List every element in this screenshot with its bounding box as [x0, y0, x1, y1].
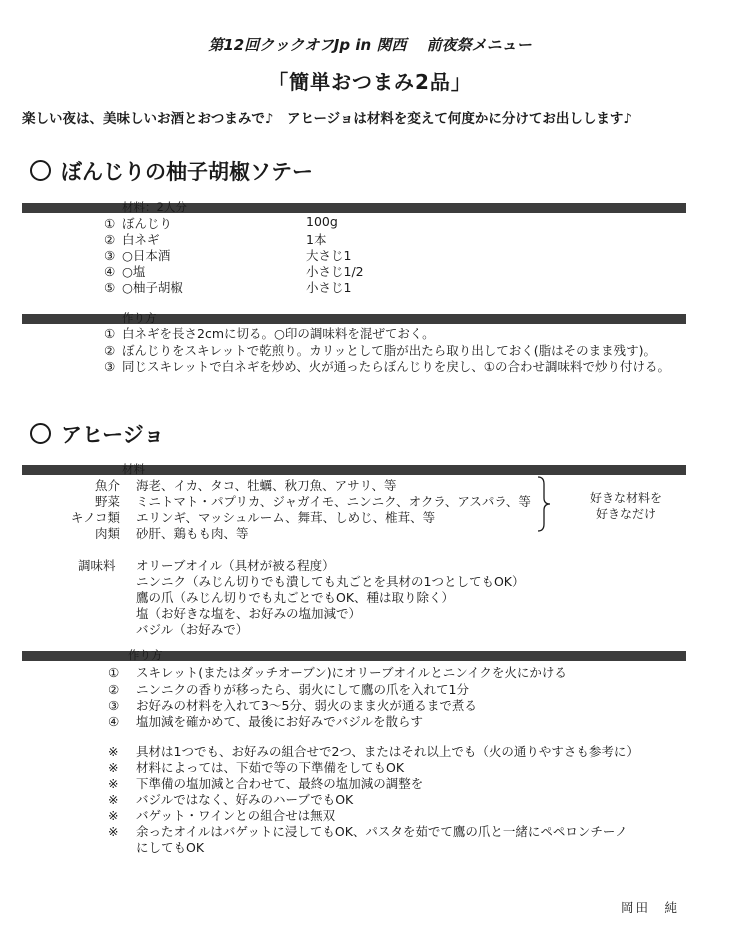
ingredient-row: ② 白ネギ [104, 232, 160, 247]
ingredient-row: ⑤ ○柚子胡椒 [104, 280, 183, 295]
recipe1-ingredients-label: 材料：2人分 [122, 200, 187, 214]
brace-note-line1: 好きな材料を [589, 491, 662, 505]
category-label: 魚介 [94, 478, 120, 493]
recipe1-title: ぼんじりの柚子胡椒ソテー [61, 160, 313, 184]
recipe1-method-label: 作り方 [122, 311, 157, 325]
author-name: 岡田 純 [621, 900, 680, 915]
recipe2-method-bar [22, 651, 686, 661]
note-row: ※ バジルではなく、好みのハーブでもOK [108, 792, 354, 807]
circle-icon [30, 423, 51, 444]
seasoning-item: バジル（お好みで） [136, 622, 249, 637]
step-row: ④ 塩加減を確かめて、最後にお好みでバジルを散らす [108, 714, 423, 729]
seasoning-label: 調味料 [78, 558, 116, 573]
category-items: 砂肝、鶏もも肉、等 [136, 526, 249, 541]
category-items: 海老、イカ、タコ、牡蠣、秋刀魚、アサリ、等 [136, 478, 397, 493]
ingredient-qty: 100g [306, 214, 338, 229]
category-label: 肉類 [94, 526, 120, 541]
seasoning-item: 塩（お好きな塩を、お好みの塩加減で） [136, 606, 362, 621]
category-items: ミニトマト・パプリカ、ジャガイモ、ニンニク、オクラ、アスパラ、等 [136, 494, 531, 509]
step-row: ② ぼんじりをスキレットで乾煎り。カリッとして脂が出たら取り出しておく(脂はそのまま残す)。 [104, 343, 657, 358]
seasoning-item: オリーブオイル（具材が被る程度） [136, 558, 335, 573]
step-row: ③ お好みの材料を入れて3～5分、弱火のまま火が通るまで煮る [108, 698, 477, 713]
seasoning-item: ニンニク（みじん切りでも潰しても丸ごとを具材の1つとしてもOK） [136, 574, 525, 589]
ingredient-qty: 大さじ1 [306, 248, 352, 263]
ingredient-row: ④ ○塩 [104, 264, 146, 279]
note-row: ※ 余ったオイルはバゲットに浸してもOK、パスタを茹でて鷹の爪と一緒にペペロンチーノ [108, 824, 628, 839]
recipe2-method-label: 作り方 [128, 648, 163, 662]
note-row: ※ バゲット・ワインとの組合せは無双 [108, 808, 336, 823]
step-row: ③ 同じスキレットで白ネギを炒め、火が通ったらぼんじりを戻し、①の合わせ調味料で炒り付ける。 [104, 359, 670, 374]
category-label: キノコ類 [70, 510, 120, 525]
ingredient-row: ③ ○日本酒 [104, 248, 171, 263]
ingredient-qty: 小さじ1/2 [306, 264, 364, 279]
curly-brace-icon [537, 476, 551, 532]
category-label: 野菜 [94, 494, 120, 509]
note-row: ※ 材料によっては、下茹で等の下準備をしてもOK [108, 760, 405, 775]
ingredient-row: ① ぼんじり [104, 216, 173, 231]
recipe1-heading [30, 156, 313, 186]
document-title: 「簡単おつまみ2品」 [268, 70, 472, 94]
note-continuation: にしてもOK [136, 840, 205, 855]
circle-icon [30, 160, 51, 181]
category-items: エリンギ、マッシュルーム、舞茸、しめじ、椎茸、等 [136, 510, 436, 525]
brace-note-line2: 好きなだけ [595, 507, 656, 521]
recipe2-heading [30, 419, 164, 449]
recipe2-title: アヒージョ [61, 423, 165, 447]
ingredient-qty: 小さじ1 [306, 280, 352, 295]
intro-text: 楽しい夜は、美味しいお酒とおつまみで♪ アヒージョは材料を変えて何度かに分けてお出しします♪ [22, 111, 633, 127]
step-row: ① スキレット(またはダッチオーブン)にオリーブオイルとニンイクを火にかける [108, 665, 567, 680]
note-row: ※ 具材は1つでも、お好みの組合せで2つ、またはそれ以上でも（火の通りやすさも参考に） [108, 744, 639, 759]
seasoning-item: 鷹の爪（みじん切りでも丸ごとでもOK、種は取り除く） [136, 590, 455, 605]
note-row: ※ 下準備の塩加減と合わせて、最終の塩加減の調整を [108, 776, 424, 791]
recipe2-ingredients-label: 材料 [122, 462, 145, 476]
event-title: 第12回クックオフJp in 関西 前夜祭メニュー [208, 36, 532, 54]
step-row: ① 白ネギを長さ2cmに切る。○印の調味料を混ぜておく。 [104, 326, 435, 341]
step-row: ② ニンニクの香りが移ったら、弱火にして鷹の爪を入れて1分 [108, 682, 469, 697]
ingredient-qty: 1本 [306, 232, 327, 247]
